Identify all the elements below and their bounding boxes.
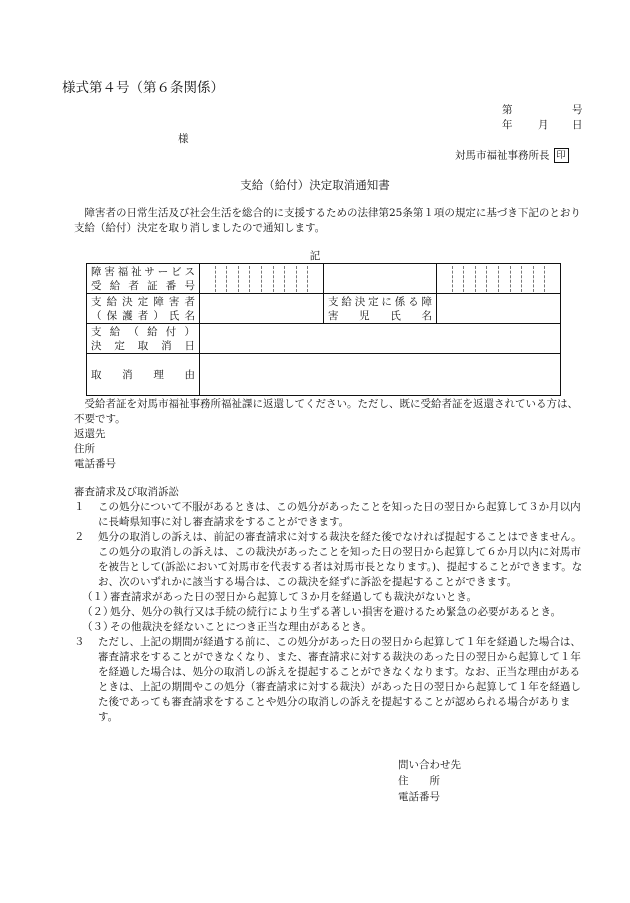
appeal-sub-text: 処分、処分の執行又は手続の続行により生ずる著しい損害を避けるため緊急の必要があるとき。	[110, 606, 562, 618]
appeal-sub-number: （３）	[82, 621, 114, 633]
appeal-section	[74, 485, 586, 725]
office-name: 対馬市福祉事務所長	[455, 149, 550, 162]
contact-block	[398, 757, 461, 805]
table-row	[87, 264, 561, 294]
contact-address: 住 所	[398, 775, 440, 787]
appeal-item-text: 処分の取消しの訴えは、前記の審査請求に対する裁決を経た後でなければ提起することはできません。この処分の取消しの訴えは、この裁決があったことを知った日の翌日から起算して６か月以内に対馬市を被告として(訴訟において対馬市を代表する者は対馬市長となります。)、提起することができます。なお、次のいずれかに該当する場合は、この裁決を経ずに訴訟を提起することができます。	[98, 531, 583, 588]
seal-mark: 印	[554, 148, 569, 163]
return-destination: 返還先	[74, 428, 106, 440]
cert-number-blank	[324, 264, 437, 294]
appeal-sub-text: 審査請求があった日の翌日から起算して３か月を経過しても裁決がないとき。	[110, 591, 477, 603]
table-row	[87, 324, 561, 354]
return-notice: 受給者証を対馬市福祉事務所福祉課に返還してください。ただし、既に受給者証を返還されている方は、不要です。	[74, 398, 578, 425]
appeal-item-text: この処分について不服があるときは、この処分があったことを知った日の翌日から起算して３か月以内に長崎県知事に対し審査請求をすることができます。	[98, 501, 581, 528]
appeal-sub-text: その他裁決を経ないことにつき正当な理由があるとき。	[110, 621, 372, 633]
appeal-heading: 審査請求及び取消訴訟	[74, 486, 179, 498]
appeal-sub-item	[74, 605, 586, 620]
revocation-date-label: 支給（給付） 決定取消日	[87, 324, 200, 354]
table-row	[87, 354, 561, 396]
table-row	[87, 294, 561, 324]
document-title: 支給（給付）決定取消通知書	[240, 178, 390, 192]
cert-number-digits[interactable]	[200, 264, 324, 294]
appeal-item-number: ３	[74, 636, 85, 648]
number-label: 第	[502, 104, 513, 116]
intro-paragraph: 障害者の日常生活及び社会生活を総合的に支援するための法律第25条第１項の規定に基づき下記のとおり支給（給付）決定を取り消しましたので通知します。	[74, 207, 581, 234]
issuer-line	[455, 148, 569, 163]
contact-phone: 電話番号	[398, 791, 440, 803]
appeal-sub-number: （２）	[82, 606, 114, 618]
appeal-sub-item	[74, 620, 586, 635]
appeal-sub-number: （１）	[82, 591, 114, 603]
person-name-cell[interactable]	[200, 294, 324, 324]
revocation-date-cell[interactable]	[200, 324, 561, 354]
month-label: 月	[538, 119, 549, 131]
appeal-item-number: ２	[74, 531, 85, 543]
cert-number-digits-2[interactable]	[437, 264, 561, 294]
cert-number-label: 障害福祉サービス 受給者証番号	[87, 264, 200, 294]
appeal-item	[74, 635, 586, 725]
appeal-sub-item	[74, 590, 586, 605]
year-label: 年	[502, 119, 513, 131]
appeal-item-number: １	[74, 501, 85, 513]
appeal-item	[74, 500, 586, 530]
reason-cell[interactable]	[200, 354, 561, 396]
child-name-label: 支給決定に係る障 害児氏名	[324, 294, 437, 324]
day-label: 日	[572, 119, 583, 131]
return-phone: 電話番号	[74, 458, 116, 470]
appeal-item	[74, 530, 586, 590]
contact-heading: 問い合わせ先	[398, 759, 461, 771]
number-suffix: 号	[572, 104, 583, 116]
appeal-item-text: ただし、上記の期間が経過する前に、この処分があった日の翌日から起算して１年を経過した場合は、審査請求をすることができなくなり、また、審査請求に対する裁決のあった日の翌日から起算して１年を経過した場合は、処分の取消しの訴えを提起することができなくなります。なお、正当な理由があるときは、上記の期間やこの処分（審査請求に対する裁決）があった日の翌日から起算して１年を経過した後であっても審査請求をすることや処分の取消しの訴えを提起することが認められる場合があります。	[98, 636, 581, 723]
reason-label: 取消理由	[87, 354, 200, 396]
recipient-honorific: 様	[178, 133, 189, 145]
child-name-cell[interactable]	[437, 294, 561, 324]
ki-marker: 記	[309, 250, 321, 262]
notice-details-table	[86, 263, 561, 396]
person-name-label: 支給決定障害者 （保護者）氏名	[87, 294, 200, 324]
return-address: 住所	[74, 443, 95, 455]
form-number-title: 様式第４号（第６条関係）	[62, 80, 224, 96]
return-instructions	[74, 397, 586, 472]
